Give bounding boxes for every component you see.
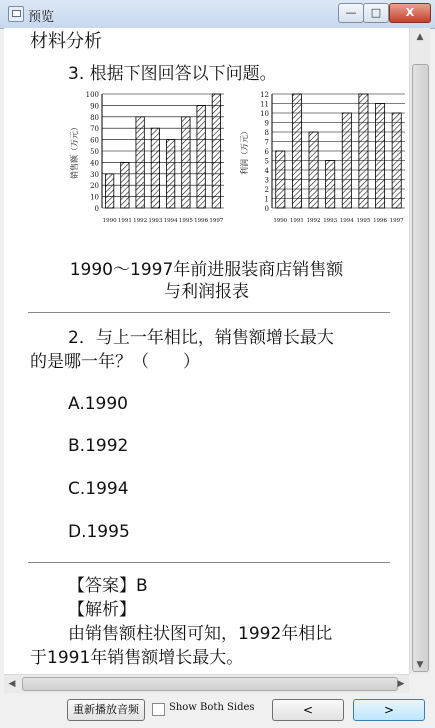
bar bbox=[326, 161, 335, 209]
y-tick-label: 90 bbox=[90, 102, 99, 111]
horizontal-scroll-thumb[interactable] bbox=[22, 677, 398, 691]
y-axis-label: 利润（万元） bbox=[240, 127, 249, 175]
app-icon bbox=[8, 6, 24, 22]
horizontal-scrollbar[interactable] bbox=[4, 674, 409, 693]
y-tick-label: 0 bbox=[264, 205, 269, 213]
scroll-left-icon[interactable]: ◀ bbox=[8, 679, 16, 689]
divider bbox=[28, 562, 390, 563]
x-tick-label: 1991 bbox=[289, 218, 304, 224]
previous-button[interactable]: < bbox=[272, 699, 344, 721]
x-tick-label: 1995 bbox=[356, 218, 371, 224]
bar bbox=[292, 94, 301, 208]
y-tick-label: 12 bbox=[260, 91, 269, 99]
y-tick-label: 7 bbox=[264, 138, 269, 147]
next-button[interactable]: > bbox=[353, 699, 425, 721]
y-tick-label: 1 bbox=[264, 195, 269, 204]
title-bar bbox=[0, 0, 435, 29]
y-tick-label: 80 bbox=[90, 113, 99, 122]
y-tick-label: 20 bbox=[90, 182, 99, 191]
bar bbox=[136, 117, 144, 208]
option-d: D.1995 bbox=[68, 522, 130, 542]
divider bbox=[28, 312, 390, 313]
y-tick-label: 3 bbox=[264, 176, 269, 185]
x-tick-label: 1992 bbox=[133, 218, 148, 224]
scroll-up-icon[interactable]: ▲ bbox=[416, 32, 424, 42]
close-button[interactable]: X bbox=[389, 3, 431, 23]
analysis-line2: 于1991年销售额增长最大。 bbox=[30, 648, 244, 668]
bar bbox=[105, 174, 113, 208]
x-tick-label: 1995 bbox=[178, 218, 193, 224]
x-tick-label: 1990 bbox=[102, 218, 117, 224]
y-tick-label: 0 bbox=[94, 205, 99, 213]
minimize-button[interactable]: — bbox=[338, 3, 364, 23]
bar bbox=[375, 104, 384, 209]
profit-bar-chart bbox=[238, 88, 409, 232]
footer-bar bbox=[0, 693, 435, 728]
x-tick-label: 1991 bbox=[117, 218, 132, 224]
chart-caption-line2: 与利润报表 bbox=[164, 282, 249, 302]
x-tick-label: 1996 bbox=[194, 218, 209, 224]
y-tick-label: 60 bbox=[90, 136, 99, 145]
question-line2: 的是哪一年？（ ） bbox=[30, 352, 200, 372]
bar bbox=[212, 94, 220, 208]
option-c: C.1994 bbox=[68, 479, 129, 499]
bar bbox=[151, 128, 159, 208]
y-tick-label: 10 bbox=[260, 110, 269, 118]
bar bbox=[276, 151, 285, 208]
option-b: B.1992 bbox=[68, 436, 129, 456]
x-tick-label: 1994 bbox=[163, 218, 178, 224]
y-tick-label: 100 bbox=[85, 91, 99, 99]
y-tick-label: 10 bbox=[90, 193, 99, 202]
analysis-line1: 由销售额柱状图可知，1992年相比 bbox=[68, 624, 333, 644]
document-content bbox=[4, 28, 409, 674]
y-tick-label: 5 bbox=[264, 157, 269, 166]
y-tick-label: 8 bbox=[264, 129, 269, 137]
x-tick-label: 1993 bbox=[323, 218, 338, 224]
y-tick-label: 30 bbox=[90, 170, 99, 179]
scroll-down-icon[interactable]: ▼ bbox=[416, 660, 424, 670]
chart-caption-line1: 1990～1997年前进服装商店销售额 bbox=[69, 260, 344, 280]
y-tick-label: 9 bbox=[264, 119, 269, 128]
sales-bar-chart bbox=[68, 88, 228, 232]
x-tick-label: 1990 bbox=[273, 218, 288, 224]
option-a: A.1990 bbox=[68, 394, 128, 414]
x-tick-label: 1994 bbox=[339, 218, 354, 224]
y-tick-label: 4 bbox=[264, 167, 269, 175]
maximize-button[interactable]: □ bbox=[363, 3, 389, 23]
bar bbox=[121, 162, 129, 208]
window-title: 预览 bbox=[28, 10, 55, 25]
answer-text: 【答案】B bbox=[68, 576, 148, 596]
y-tick-label: 11 bbox=[260, 100, 269, 109]
analysis-label: 【解析】 bbox=[68, 600, 136, 620]
x-tick-label: 1993 bbox=[148, 218, 163, 224]
y-tick-label: 2 bbox=[264, 186, 269, 194]
x-tick-label: 1992 bbox=[306, 218, 321, 224]
scroll-right-icon[interactable]: ▶ bbox=[397, 679, 405, 689]
question-line1: 2．与上一年相比，销售额增长最大 bbox=[68, 328, 334, 348]
replay-audio-button[interactable]: 重新播放音频 bbox=[67, 699, 145, 721]
x-tick-label: 1997 bbox=[389, 218, 404, 224]
y-tick-label: 50 bbox=[90, 148, 99, 156]
bar bbox=[309, 132, 318, 208]
show-both-sides-checkbox[interactable] bbox=[152, 703, 165, 716]
bar bbox=[342, 113, 351, 208]
y-tick-label: 6 bbox=[264, 148, 269, 156]
section-heading: 材料分析 bbox=[30, 31, 102, 52]
bar bbox=[359, 94, 368, 208]
vertical-scroll-thumb[interactable] bbox=[412, 64, 429, 672]
x-tick-label: 1997 bbox=[209, 218, 224, 224]
bar bbox=[197, 105, 205, 208]
y-axis-label: 销售额（万元） bbox=[70, 123, 79, 179]
x-tick-label: 1996 bbox=[373, 218, 388, 224]
vertical-scrollbar[interactable] bbox=[409, 28, 430, 674]
y-tick-label: 40 bbox=[90, 159, 99, 168]
y-tick-label: 70 bbox=[90, 125, 99, 134]
bar bbox=[392, 113, 401, 208]
question-intro: 3. 根据下图回答以下问题。 bbox=[68, 64, 277, 84]
bar bbox=[166, 140, 174, 208]
show-both-sides-label: Show Both Sides bbox=[169, 702, 255, 713]
bar bbox=[182, 117, 190, 208]
